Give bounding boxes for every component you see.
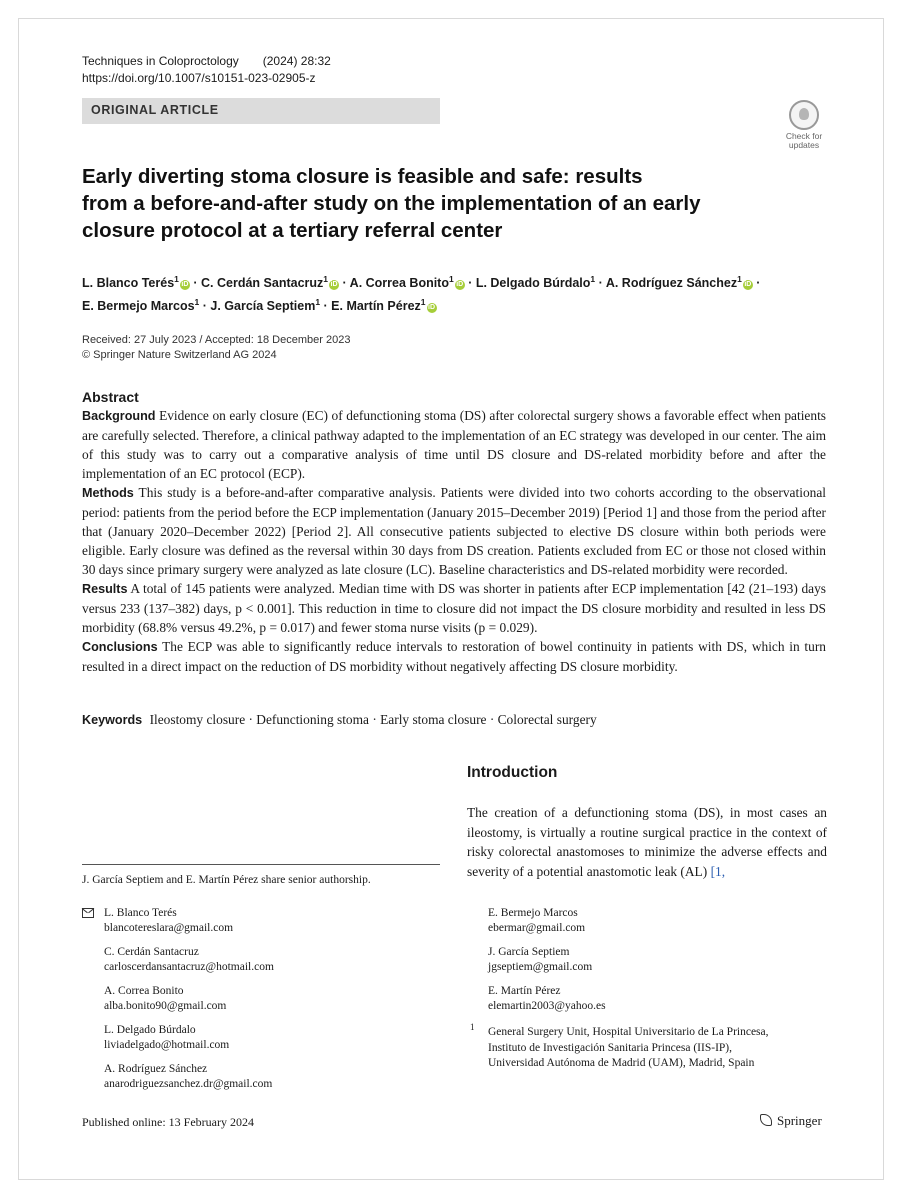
keywords-text: Ileostomy closure · Defunctioning stoma · Early stoma closure · Colorectal surgery <box>149 712 597 727</box>
author-list: L. Blanco Terés$^1$iD · C. Cerdán Santacruz$^1$iD · A. Correa Bonito$^1$iD · L. Delgado Búrdalo$^1$ · A. Rodríguez Sánchez$^1$iD · E. Bermejo Marcos$^1$ · J. García Septiem$^1$ · E. Martín Pérez$^1$iD <box>82 274 761 313</box>
introduction-body: The creation of a defunctioning stoma (DS), in most cases an ileostomy, is virtually a routine surgical practice in the context of risky colorectal anastomoses to minimize the adverse effects and severity of a potential anastomotic leak (AL) [1, <box>467 805 827 879</box>
check-for-updates-icon <box>789 100 819 130</box>
author[interactable]: J. García Septiem$^1$ <box>210 297 321 313</box>
email-link[interactable]: ebermar@gmail.com <box>488 922 586 934</box>
orcid-icon[interactable]: iD <box>456 281 464 288</box>
contact-entry: J. García Septiem jgseptiem@gmail.com <box>488 946 593 973</box>
author[interactable]: C. Cerdán Santacruz$^1$iD <box>201 274 338 290</box>
keywords <box>82 710 826 730</box>
contacts-right <box>488 906 606 1023</box>
keywords-label: Keywords <box>82 713 143 727</box>
title-line-2: from a before-and-after study on the implementation of an early <box>82 192 701 215</box>
contact-entry: E. Martín Pérez elemartin2003@yahoo.es <box>488 985 606 1012</box>
springer-logo: Springer <box>760 1113 822 1129</box>
citation-link[interactable]: [1, <box>710 863 726 879</box>
journal-name: Techniques in Coloproctology <box>82 54 239 68</box>
author[interactable]: L. Blanco Terés$^1$iD <box>82 274 189 290</box>
title-line-3: closure protocol at a tertiary referral center <box>82 219 503 242</box>
check-for-updates-button[interactable] <box>780 100 828 150</box>
abstract-results: Results A total of 145 patients were analyzed. Median time with DS was shorter in patients after ECP implementation [42 (21–193) days versus 233 (137–382) days, p < 0.001]. This reduction in time to closure did not impact the DS closure morbidity and resulted in less DS morbidity (68.8% versus 49.2%, p = 0.017) and fewer stoma nurse visits (p = 0.029). <box>82 581 826 635</box>
author[interactable]: L. Delgado Búrdalo$^1$ <box>475 274 596 290</box>
abstract-background: Background Evidence on early closure (EC) of defunctioning stoma (DS) after colorectal surgery shows a favorable effect when patients are carefully selected. Therefore, a clinical pathway adapted to the implementation of an EC strategy was developed in our center. The aim of this study was to carry out a comparative analysis of time until DS closure and DS-related morbidity before and after the implementation of an EC protocol (ECP). <box>82 408 826 481</box>
check-updates-line1: Check for <box>785 131 823 141</box>
orcid-icon[interactable]: iD <box>330 281 338 288</box>
orcid-icon[interactable]: iD <box>181 281 189 288</box>
abstract-body <box>82 406 826 676</box>
senior-authorship-note: J. García Septiem and E. Martín Pérez share senior authorship. <box>82 874 371 886</box>
author[interactable]: E. Martín Pérez$^1$iD <box>331 297 436 313</box>
email-link[interactable]: blancotereslara@gmail.com <box>104 922 234 934</box>
envelope-icon <box>82 908 94 918</box>
springer-horse-icon <box>760 1114 772 1126</box>
title-line-1: Early diverting stoma closure is feasible and safe: results <box>82 165 643 188</box>
email-link[interactable]: anarodriguezsanchez.dr@gmail.com <box>104 1078 273 1090</box>
abstract-methods: Methods This study is a before-and-after comparative analysis. Patients were divided into two cohorts according to the observational period: patients from the period before the ECP implementation (January 2015–December 2019) [Period 1] and those from the period after that (January 2020–December 2022) [Period 2]. All consecutive patients subjected to elective DS closure within both periods were eligible. Early closure was defined as the reversal within 30 days from DS creation. Patients excluded from EC or those not closed within 30 days since primary surgery were analyzed as late closure (LC). Baseline characteristics and DS-related morbidity were recorded. <box>82 485 826 577</box>
email-link[interactable]: alba.bonito90@gmail.com <box>104 1000 227 1012</box>
doi-link[interactable]: https://doi.org/10.1007/s10151-023-02905-z <box>82 71 316 85</box>
contacts-left <box>104 906 274 1101</box>
contact-entry: A. Rodríguez Sánchez anarodriguezsanchez.dr@gmail.com <box>104 1063 273 1090</box>
contact-entry: L. Delgado Búrdalo liviadelgado@hotmail.com <box>104 1024 230 1051</box>
contact-entry: L. Blanco Terés blancotereslara@gmail.com <box>104 907 234 934</box>
email-link[interactable]: liviadelgado@hotmail.com <box>104 1039 230 1051</box>
affiliation-number: 1 <box>470 1022 475 1032</box>
received-accepted: Received: 27 July 2023 / Accepted: 18 December 2023 <box>82 334 351 346</box>
article-dates <box>82 333 350 363</box>
email-link[interactable]: carloscerdansantacruz@hotmail.com <box>104 961 274 973</box>
abstract-conclusions: Conclusions The ECP was able to significantly reduce intervals to restoration of bowel continuity in patients with DS, which in turn resulted in a direct impact on the reduction of DS morbidity without negatively affecting DS closure morbidity. <box>82 639 826 674</box>
contact-entry: A. Correa Bonito alba.bonito90@gmail.com <box>104 985 227 1012</box>
author[interactable]: A. Correa Bonito$^1$iD <box>349 274 464 290</box>
article-title <box>82 163 782 244</box>
article-type: ORIGINAL ARTICLE <box>91 103 219 117</box>
orcid-icon[interactable]: iD <box>744 281 752 288</box>
copyright: © Springer Nature Switzerland AG 2024 <box>82 349 277 361</box>
journal-header <box>82 53 331 87</box>
email-link[interactable]: elemartin2003@yahoo.es <box>488 1000 606 1012</box>
contact-entry: C. Cerdán Santacruz carloscerdansantacruz@hotmail.com <box>104 946 274 973</box>
orcid-icon[interactable]: iD <box>428 304 436 311</box>
journal-volume: (2024) 28:32 <box>262 54 331 68</box>
email-link[interactable]: jgseptiem@gmail.com <box>488 961 593 973</box>
contact-entry: E. Bermejo Marcos ebermar@gmail.com <box>488 907 586 934</box>
author[interactable]: E. Bermejo Marcos$^1$ <box>82 297 200 313</box>
published-online: Published online: 13 February 2024 <box>82 1115 254 1129</box>
abstract-heading: Abstract <box>82 389 139 405</box>
affiliation: General Surgery Unit, Hospital Universitario de La Princesa, Instituto de Investigación Sanitaria Princesa (IIS-IP), Universidad Autónoma de Madrid (UAM), Madrid, Spain <box>488 1026 769 1069</box>
introduction-heading: Introduction <box>467 764 558 781</box>
author[interactable]: A. Rodríguez Sánchez$^1$iD <box>605 274 752 290</box>
footnote-divider <box>82 864 440 865</box>
check-updates-line2: updates <box>788 140 820 150</box>
